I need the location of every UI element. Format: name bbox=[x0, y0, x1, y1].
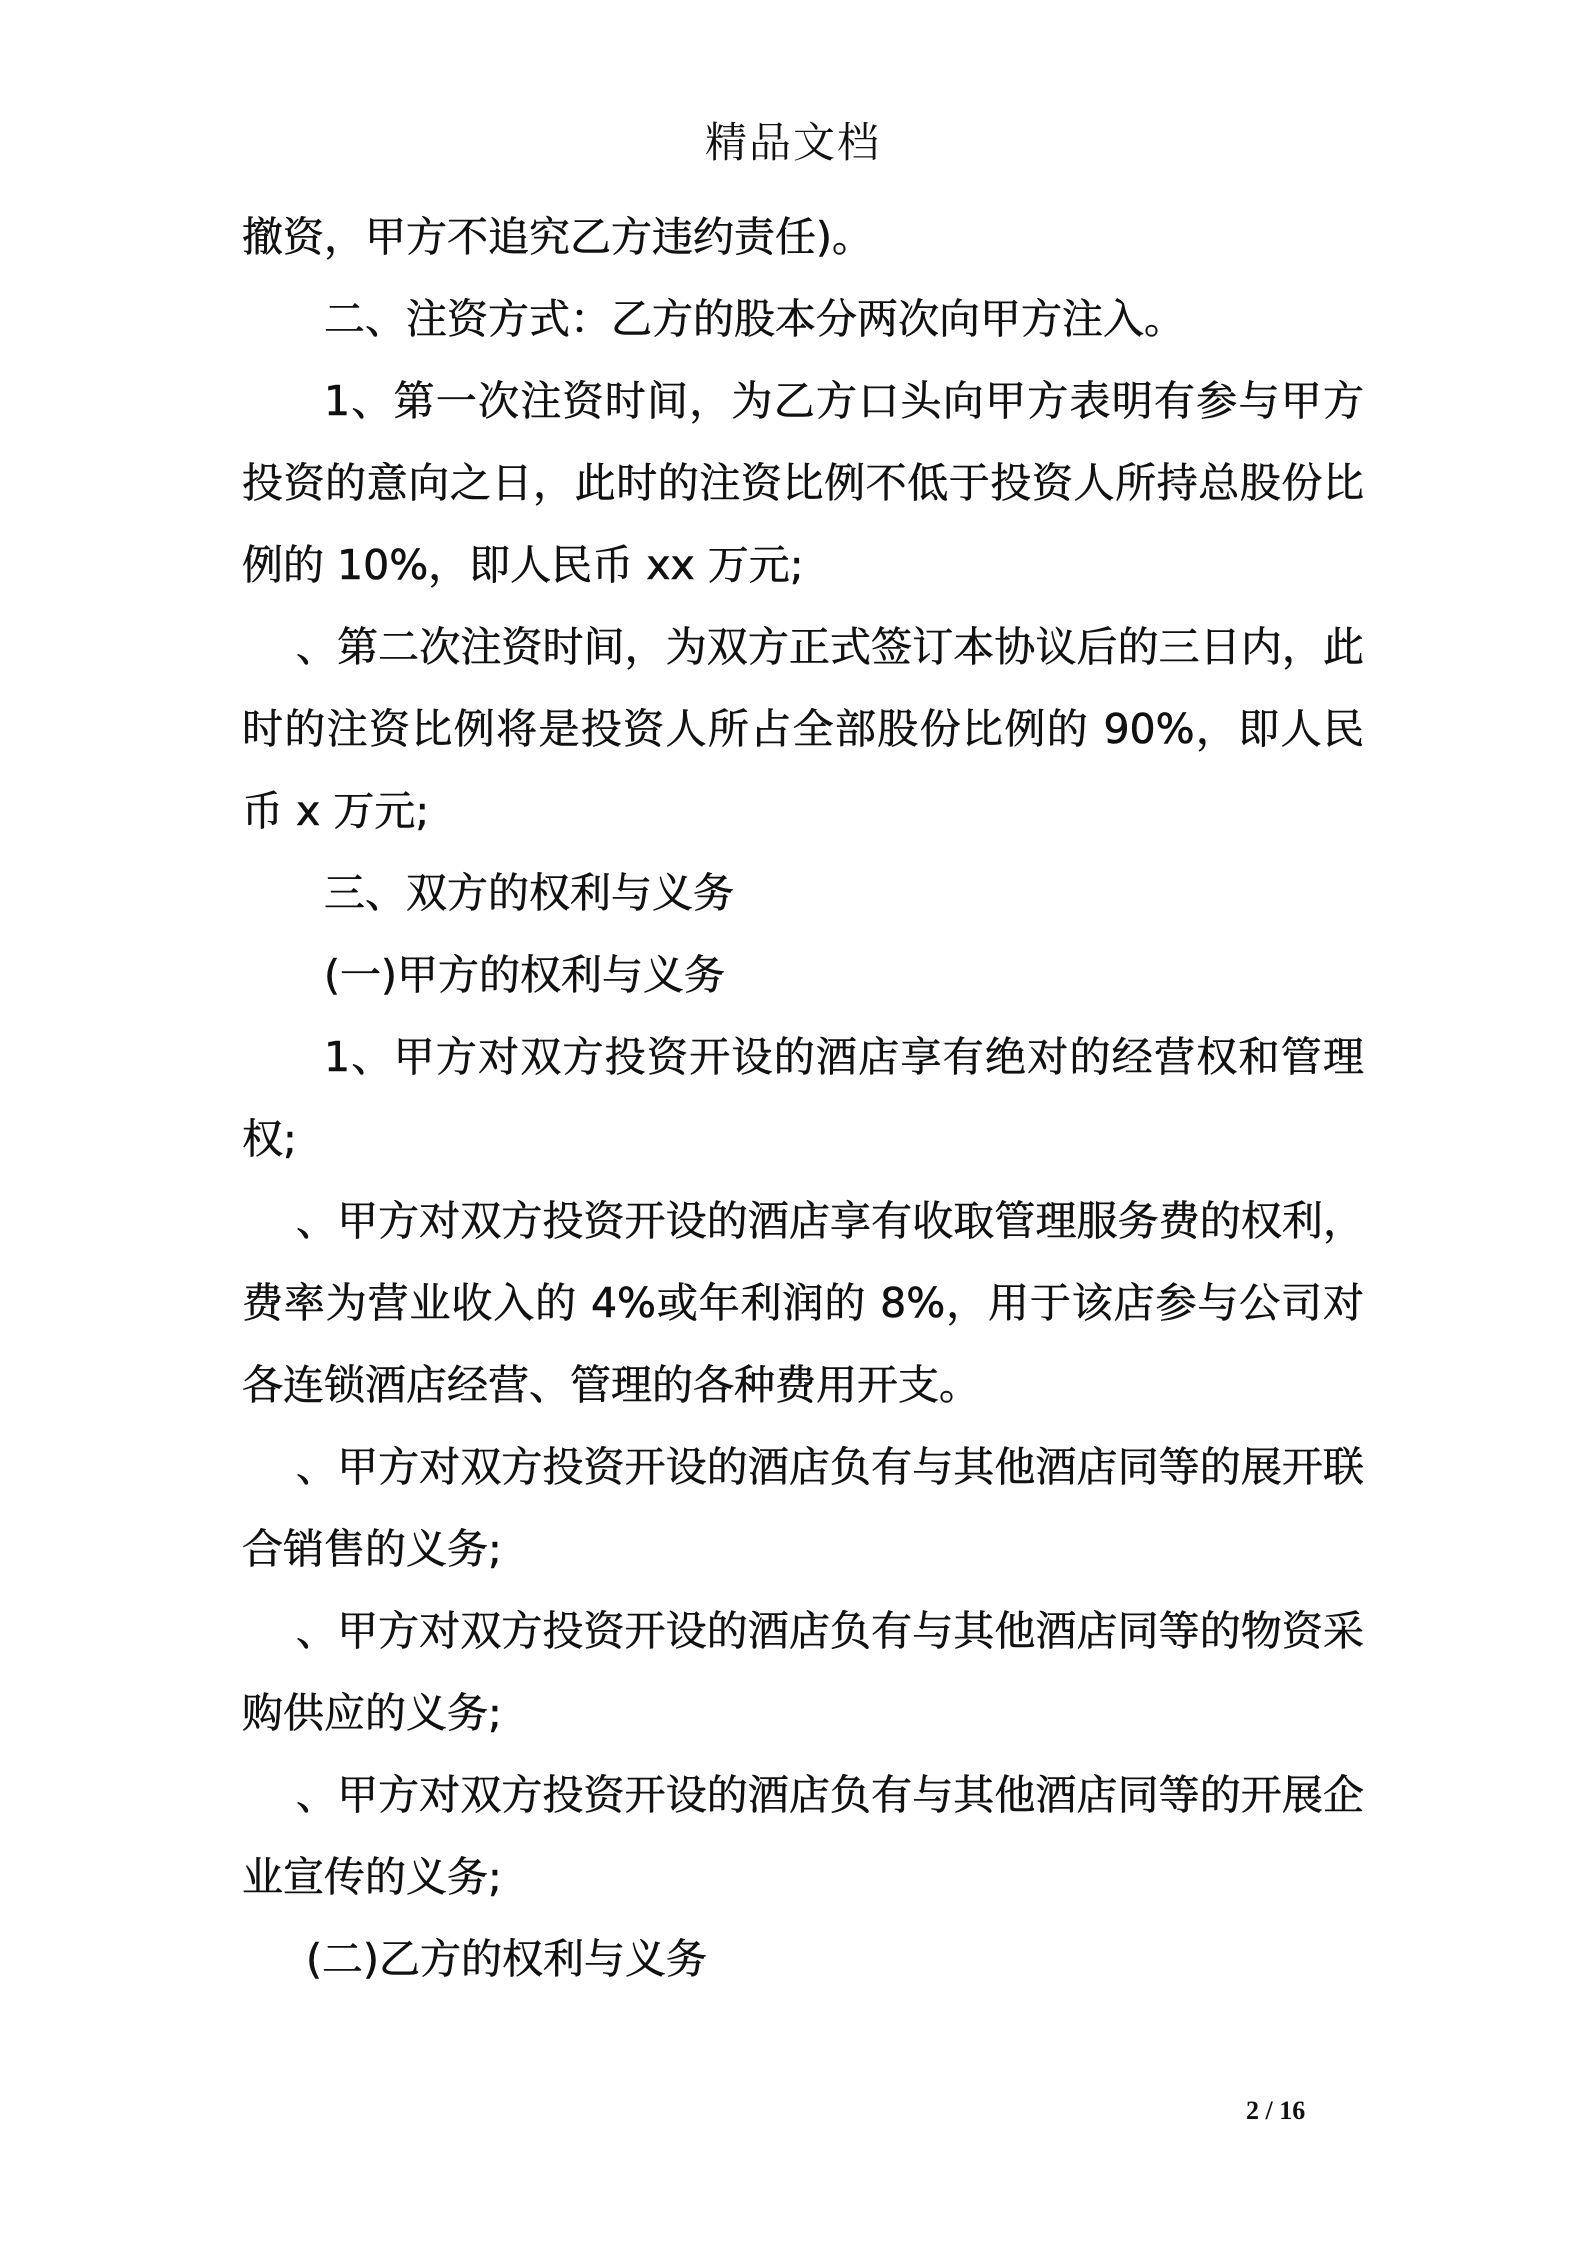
paragraph-party-a-management-right: 1、甲方对双方投资开设的酒店享有绝对的经营权和管理权; bbox=[242, 1033, 1364, 1163]
paragraph-party-a-joint-sales: 、甲方对双方投资开设的酒店负有与其他酒店同等的展开联合销售的义务; bbox=[242, 1443, 1364, 1573]
paragraph-party-a-procurement: 、甲方对双方投资开设的酒店负有与其他酒店同等的物资采购供应的义务; bbox=[242, 1607, 1364, 1737]
paragraph-withdrawal-clause: 撤资，甲方不追究乙方违约责任)。 bbox=[242, 213, 873, 261]
page-number: 2 / 16 bbox=[1246, 2096, 1306, 2125]
paragraph-second-injection: 、第二次注资时间，为双方正式签订本协议后的三日内，此时的注资比例将是投资人所占全部股份比例的 90%，即人民币 x 万元; bbox=[242, 623, 1364, 835]
subsection-heading-party-b: (二)乙方的权利与义务 bbox=[306, 1935, 707, 1983]
paragraph-party-a-publicity: 、甲方对双方投资开设的酒店负有与其他酒店同等的开展企业宣传的义务; bbox=[242, 1771, 1364, 1901]
document-body bbox=[242, 196, 1364, 2000]
section-heading-rights-obligations: 三、双方的权利与义务 bbox=[324, 869, 734, 917]
paragraph-capital-injection-method: 二、注资方式：乙方的股本分两次向甲方注入。 bbox=[324, 295, 1185, 343]
paragraph-party-a-service-fee: 、甲方对双方投资开设的酒店享有收取管理服务费的权利，费率为营业收入的 4%或年利润的 8%，用于该店参与公司对各连锁酒店经营、管理的各种费用开支。 bbox=[242, 1197, 1364, 1409]
page-header-title: 精品文档 bbox=[704, 118, 881, 167]
paragraph-first-injection: 1、第一次注资时间，为乙方口头向甲方表明有参与甲方投资的意向之日，此时的注资比例不低于投资人所持总股份比例的 10%，即人民币 xx 万元; bbox=[242, 377, 1364, 589]
subsection-heading-party-a: (一)甲方的权利与义务 bbox=[324, 951, 725, 999]
